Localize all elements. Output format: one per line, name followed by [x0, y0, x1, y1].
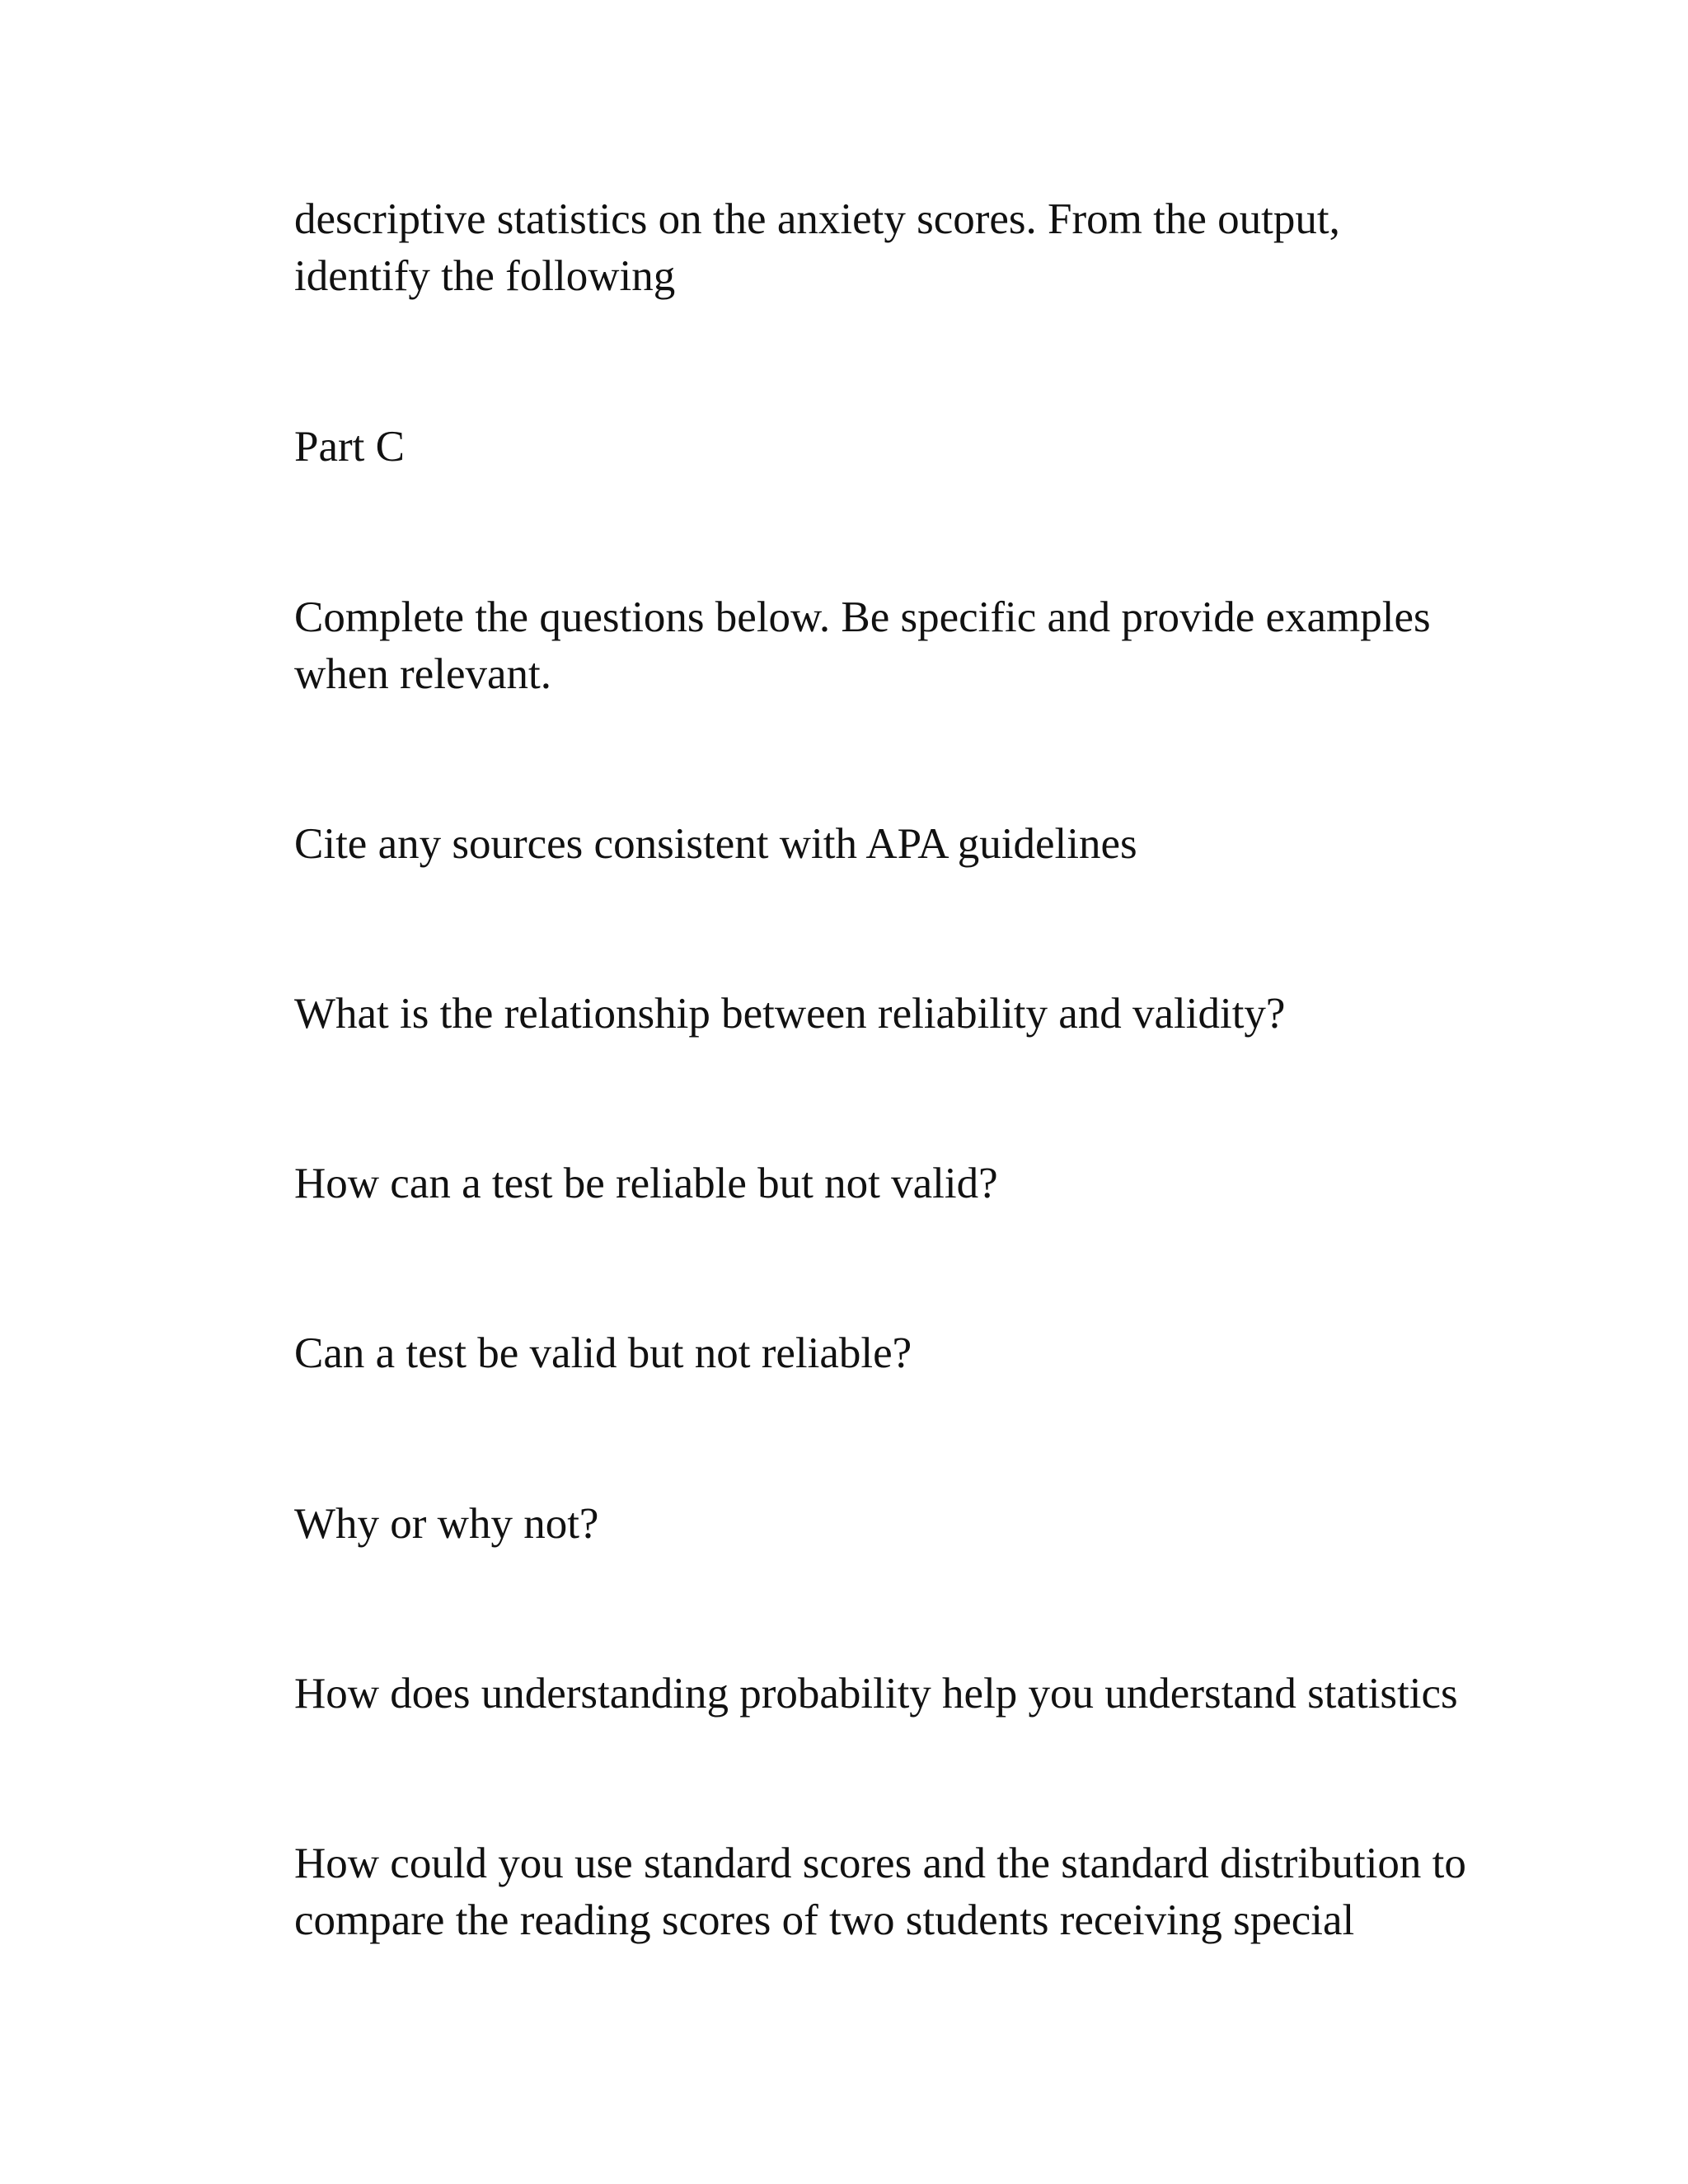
question-probability-statistics: How does understanding probability help you understand statistics	[294, 1670, 1458, 1718]
question-why-or-why-not: Why or why not?	[294, 1500, 599, 1548]
section-heading-part-c: Part C	[294, 423, 405, 471]
question-reliable-not-valid: How can a test be reliable but not valid?	[294, 1160, 998, 1207]
question-valid-not-reliable: Can a test be valid but not reliable?	[294, 1329, 912, 1377]
question-reliability-validity: What is the relationship between reliability and validity?	[294, 990, 1286, 1038]
paragraph-cite-sources: Cite any sources consistent with APA guidelines	[294, 820, 1137, 868]
paragraph-descriptive-statistics: descriptive statistics on the anxiety scores. From the output, identify the following	[294, 195, 1340, 300]
question-standard-scores: How could you use standard scores and the standard distribution to compare the reading scores of two students receiving special	[294, 1840, 1466, 1944]
paragraph-instructions: Complete the questions below. Be specific and provide examples when relevant.	[294, 593, 1431, 698]
